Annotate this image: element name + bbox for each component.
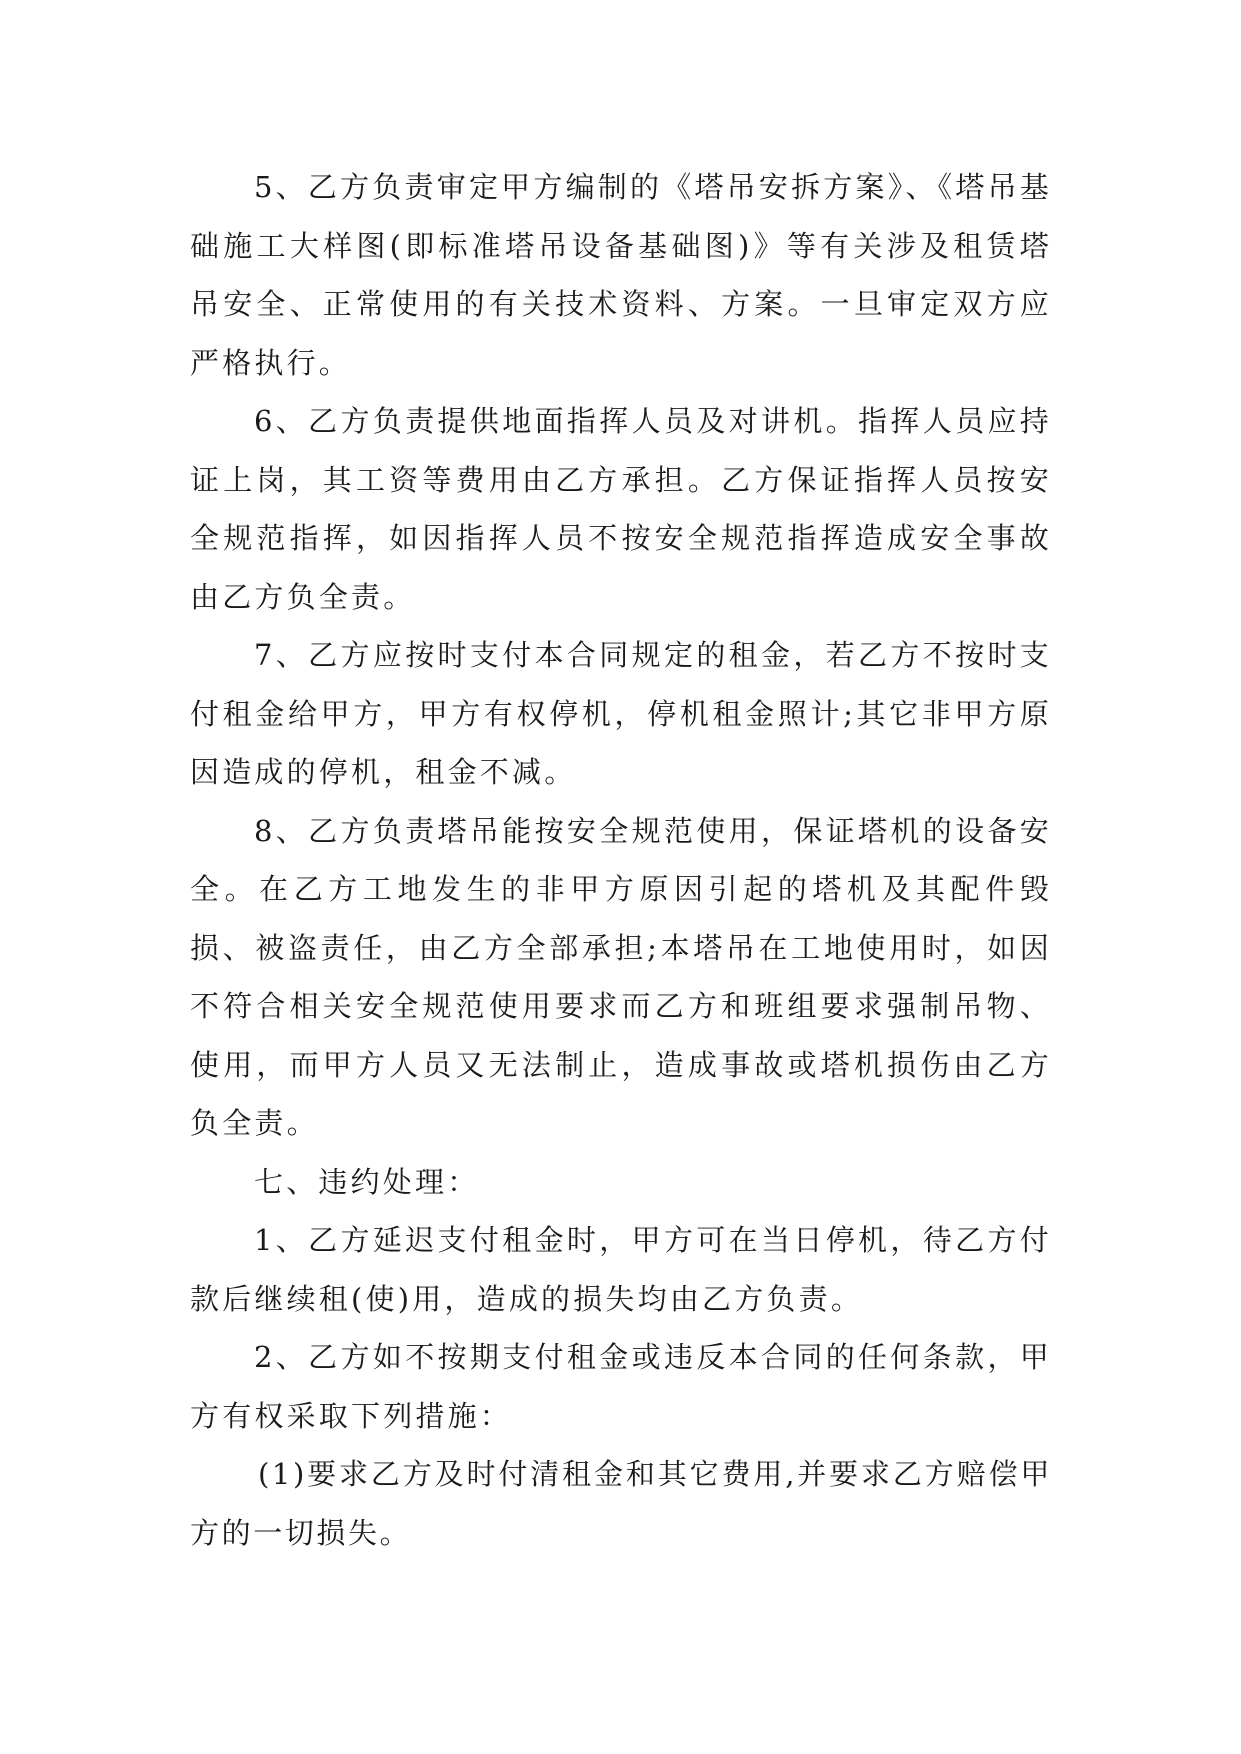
paragraph-breach-1: 1、乙方延迟支付租金时，甲方可在当日停机，待乙方付款后继续租(使)用，造成的损失均由乙方负责。 <box>190 1223 1052 1316</box>
section-heading-breach: 七、违约处理： <box>254 1164 480 1199</box>
paragraph-breach-2-item-1: (1)要求乙方及时付清租金和其它费用,并要求乙方赔偿甲方的一切损失。 <box>190 1457 1052 1550</box>
paragraph-breach-2: 2、乙方如不按期支付租金或违反本合同的任何条款，甲方有权采取下列措施： <box>190 1340 1052 1433</box>
document-body <box>190 158 1052 1562</box>
paragraph-clause-7: 7、乙方应按时支付本合同规定的租金，若乙方不按时支付租金给甲方，甲方有权停机，停机租金照计;其它非甲方原因造成的停机，租金不减。 <box>190 638 1052 789</box>
paragraph-clause-8: 8、乙方负责塔吊能按安全规范使用，保证塔机的设备安全。在乙方工地发生的非甲方原因引起的塔机及其配件毁损、被盗责任，由乙方全部承担;本塔吊在工地使用时，如因不符合相关安全规范使用要求而乙方和班组要求强制吊物、使用，而甲方人员又无法制止，造成事故或塔机损伤由乙方负全责。 <box>190 813 1052 1140</box>
paragraph-clause-5: 5、乙方负责审定甲方编制的《塔吊安拆方案》、《塔吊基础施工大样图(即标准塔吊设备基础图)》等有关涉及租赁塔吊安全、正常使用的有关技术资料、方案。一旦审定双方应严格执行。 <box>190 170 1052 380</box>
paragraph-clause-6: 6、乙方负责提供地面指挥人员及对讲机。指挥人员应持证上岗，其工资等费用由乙方承担。乙方保证指挥人员按安全规范指挥，如因指挥人员不按安全规范指挥造成安全事故由乙方负全责。 <box>190 404 1052 614</box>
